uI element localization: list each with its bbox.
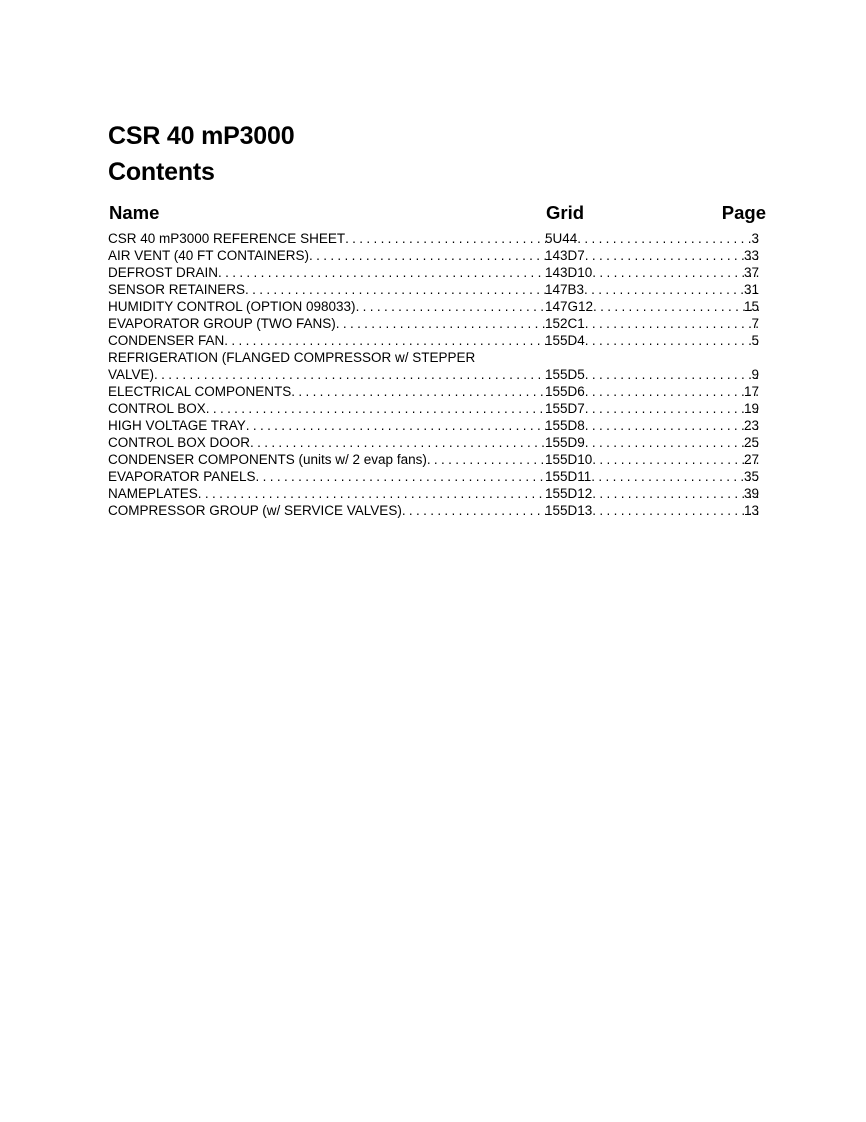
toc-entry-grid: 147G12 bbox=[545, 299, 594, 314]
toc-entry-page: 15 bbox=[743, 299, 759, 314]
toc-entry-name-cell bbox=[108, 332, 546, 349]
dot-leader bbox=[592, 451, 759, 468]
dot-leader bbox=[356, 298, 546, 315]
toc-entry[interactable] bbox=[108, 230, 766, 247]
toc-entry-name: CONDENSER COMPONENTS (units w/ 2 evap fans) bbox=[108, 452, 427, 467]
toc-entry-page: 17 bbox=[743, 384, 759, 399]
toc-entry-grid-cell bbox=[545, 502, 759, 519]
dot-leader bbox=[154, 366, 546, 383]
toc-entry-grid: 5U44 bbox=[545, 231, 578, 246]
toc-entry-name-cell bbox=[108, 247, 546, 264]
toc-entry[interactable] bbox=[108, 247, 766, 264]
toc-entry-name-cell bbox=[108, 230, 546, 247]
document-page bbox=[108, 118, 766, 519]
toc-entry-grid: 155D8 bbox=[545, 418, 585, 433]
toc-entry-grid-cell bbox=[545, 315, 759, 332]
toc-entry-page: 33 bbox=[743, 248, 759, 263]
toc-entry-name-cell bbox=[108, 502, 546, 519]
column-headers bbox=[108, 202, 766, 228]
dot-leader bbox=[577, 230, 759, 247]
toc-entry[interactable] bbox=[108, 281, 766, 298]
dot-leader bbox=[593, 298, 759, 315]
toc-entry-name-cell bbox=[108, 468, 546, 485]
toc-entry-grid-cell bbox=[545, 366, 759, 383]
toc-entry-name: CONDENSER FAN bbox=[108, 333, 225, 348]
toc-entry-grid-cell bbox=[545, 468, 759, 485]
toc-entry-grid-cell bbox=[545, 451, 759, 468]
toc-entry-name-cell bbox=[108, 485, 546, 502]
toc-entry-grid: 155D5 bbox=[545, 367, 585, 382]
dot-leader bbox=[246, 417, 546, 434]
dot-leader bbox=[585, 332, 759, 349]
toc-entry-name-cell bbox=[108, 315, 546, 332]
dot-leader bbox=[309, 247, 546, 264]
toc-entry-grid-cell bbox=[545, 485, 759, 502]
toc-entry[interactable] bbox=[108, 485, 766, 502]
column-header-grid: Grid bbox=[546, 202, 585, 223]
toc-entry-grid: 155D11 bbox=[545, 469, 592, 484]
toc-entry-page: 9 bbox=[751, 367, 759, 382]
dot-leader bbox=[336, 315, 546, 332]
dot-leader bbox=[591, 468, 759, 485]
toc-entry-name: ELECTRICAL COMPONENTS bbox=[108, 384, 292, 399]
toc-entry-page: 13 bbox=[743, 503, 759, 518]
toc-entry-name: SENSOR RETAINERS bbox=[108, 282, 246, 297]
dot-leader bbox=[250, 434, 546, 451]
dot-leader bbox=[427, 451, 546, 468]
dot-leader bbox=[585, 417, 759, 434]
toc-entry-name: REFRIGERATION (FLANGED COMPRESSOR w/ STEPPER bbox=[108, 350, 476, 365]
toc-entry-grid-cell bbox=[545, 264, 759, 281]
toc-entry-name: NAMEPLATES bbox=[108, 486, 198, 501]
toc-entry[interactable] bbox=[108, 451, 766, 468]
dot-leader bbox=[291, 383, 546, 400]
toc-entry-grid: 155D13 bbox=[545, 503, 593, 518]
toc-entry-page: 37 bbox=[743, 265, 759, 280]
toc-entry-page: 7 bbox=[751, 316, 759, 331]
toc-entry-name-cell bbox=[108, 366, 546, 383]
toc-entry-grid: 152C1 bbox=[545, 316, 585, 331]
toc-entry-page: 19 bbox=[743, 401, 759, 416]
toc-entry[interactable] bbox=[108, 332, 766, 349]
toc-entry-grid: 147B3 bbox=[545, 282, 585, 297]
toc-entry[interactable] bbox=[108, 400, 766, 417]
toc-entry-grid: 155D10 bbox=[545, 452, 593, 467]
toc-entry-name-cell bbox=[108, 400, 546, 417]
toc-entry-name-cell bbox=[108, 383, 546, 400]
dot-leader bbox=[256, 468, 546, 485]
toc-entry-page: 23 bbox=[743, 418, 759, 433]
toc-entry[interactable] bbox=[108, 315, 766, 332]
toc-entry-grid: 155D9 bbox=[545, 435, 585, 450]
dot-leader bbox=[245, 281, 546, 298]
toc-entry-grid-cell bbox=[545, 434, 759, 451]
toc-entry[interactable] bbox=[108, 366, 766, 383]
dot-leader bbox=[198, 485, 546, 502]
toc-entry-name: AIR VENT (40 FT CONTAINERS) bbox=[108, 248, 310, 263]
toc-entry[interactable] bbox=[108, 264, 766, 281]
toc-entry[interactable] bbox=[108, 502, 766, 519]
dot-leader bbox=[402, 502, 546, 519]
toc-entry-grid: 143D10 bbox=[545, 265, 593, 280]
toc-entry-name: CONTROL BOX bbox=[108, 401, 206, 416]
toc-entry-grid-cell bbox=[545, 247, 759, 264]
toc-entry-page: 5 bbox=[751, 333, 759, 348]
toc-entry-name: HUMIDITY CONTROL (OPTION 098033) bbox=[108, 299, 356, 314]
dot-leader bbox=[592, 485, 759, 502]
dot-leader bbox=[584, 281, 759, 298]
toc-entry-page: 39 bbox=[743, 486, 759, 501]
toc-entry-name: CONTROL BOX DOOR bbox=[108, 435, 251, 450]
toc-entry-page: 25 bbox=[743, 435, 759, 450]
toc-entry-name: DEFROST DRAIN bbox=[108, 265, 219, 280]
toc-entry-name-cell bbox=[108, 298, 546, 315]
toc-entry[interactable] bbox=[108, 468, 766, 485]
toc-entry[interactable] bbox=[108, 383, 766, 400]
dot-leader bbox=[585, 383, 759, 400]
toc-entry-grid-cell bbox=[545, 298, 759, 315]
dot-leader bbox=[206, 400, 546, 417]
toc-entry-page: 31 bbox=[743, 282, 759, 297]
toc-entry-name: HIGH VOLTAGE TRAY bbox=[108, 418, 246, 433]
toc-entry[interactable] bbox=[108, 434, 766, 451]
dot-leader bbox=[345, 230, 546, 247]
dot-leader bbox=[224, 332, 546, 349]
toc-entry-grid-cell bbox=[545, 230, 759, 247]
dot-leader bbox=[585, 366, 759, 383]
toc-entry-grid-cell bbox=[545, 400, 759, 417]
toc-entry-name: COMPRESSOR GROUP (w/ SERVICE VALVES) bbox=[108, 503, 402, 518]
contents-heading: Contents bbox=[108, 158, 215, 186]
toc-entry-name: EVAPORATOR GROUP (TWO FANS) bbox=[108, 316, 336, 331]
toc-entry-grid: 155D12 bbox=[545, 486, 593, 501]
toc-entry-name-line bbox=[108, 349, 766, 366]
column-header-page: Page bbox=[721, 202, 766, 223]
toc-entry-name-cell bbox=[108, 264, 546, 281]
dot-leader bbox=[218, 264, 546, 281]
column-header-name: Name bbox=[109, 202, 160, 223]
toc-entry-page: 3 bbox=[751, 231, 759, 246]
dot-leader bbox=[592, 264, 759, 281]
dot-leader bbox=[592, 502, 759, 519]
toc-entry-grid-cell bbox=[545, 281, 759, 298]
toc-entry-grid: 143D7 bbox=[545, 248, 585, 263]
dot-leader bbox=[585, 315, 759, 332]
document-title: CSR 40 mP3000 bbox=[108, 122, 295, 150]
toc-entry-name-cell bbox=[108, 417, 546, 434]
toc-entry-name: EVAPORATOR PANELS bbox=[108, 469, 256, 484]
toc-entry-name: CSR 40 mP3000 REFERENCE SHEET bbox=[108, 231, 346, 246]
toc-entry-name-cell bbox=[108, 451, 546, 468]
toc-entry[interactable] bbox=[108, 298, 766, 315]
dot-leader bbox=[585, 247, 759, 264]
toc-entry-grid-cell bbox=[545, 332, 759, 349]
toc-entry[interactable] bbox=[108, 417, 766, 434]
toc-entry-grid: 155D6 bbox=[545, 384, 585, 399]
toc-entry-name-cell bbox=[108, 281, 546, 298]
toc-entry-page: 27 bbox=[743, 452, 759, 467]
toc-entry-grid-cell bbox=[545, 417, 759, 434]
toc-entry-grid-cell bbox=[545, 383, 759, 400]
toc-entry-grid: 155D4 bbox=[545, 333, 585, 348]
toc-entry-grid: 155D7 bbox=[545, 401, 585, 416]
toc-entry-name: VALVE) bbox=[108, 367, 155, 382]
toc-entry-name-cell bbox=[108, 434, 546, 451]
dot-leader bbox=[585, 400, 759, 417]
toc-entry-page: 35 bbox=[743, 469, 759, 484]
contents-list bbox=[108, 230, 766, 519]
dot-leader bbox=[585, 434, 759, 451]
